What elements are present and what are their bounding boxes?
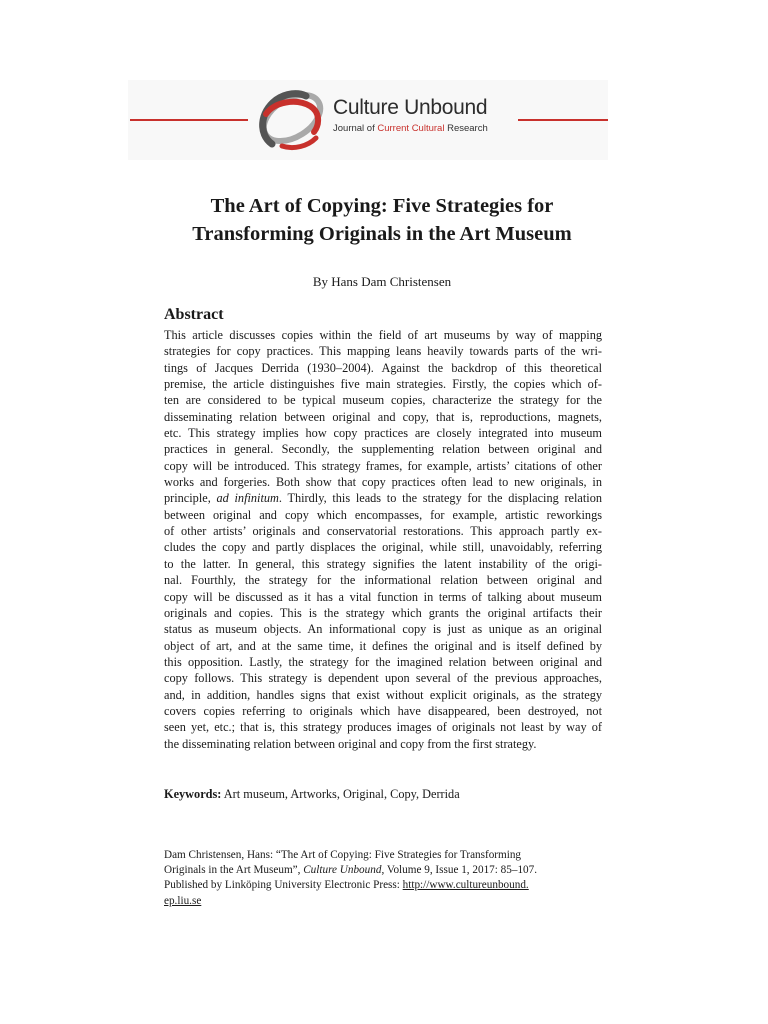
title-line: Transforming Originals in the Art Museum bbox=[192, 223, 572, 245]
abstract-line: object of art, and at the same time, it defines the original and is itself defined by bbox=[164, 638, 602, 653]
citation-line bbox=[164, 894, 604, 909]
abstract-line: copy will be introduced. This strategy frames, for example, artists’ citations of other bbox=[164, 458, 602, 473]
abstract-line: strategies for copy practices. This mapping leans heavily towards parts of the wri- bbox=[164, 344, 602, 359]
abstract-line: seen yet, etc.; that is, this strategy produces images of originals not least by way of bbox=[164, 720, 602, 735]
journal-url-link[interactable]: http://www.cultureunbound. bbox=[402, 879, 529, 892]
abstract-body bbox=[164, 327, 602, 752]
abstract-line: and, in addition, handles signs that exist without explicit originals, as the strategy bbox=[164, 687, 602, 702]
journal-name: Culture Unbound bbox=[333, 96, 488, 119]
abstract-line: the disseminating relation between original and copy from the first strategy. bbox=[164, 736, 537, 751]
abstract-line: covers copies referring to originals which have disappeared, been destroyed, not bbox=[164, 703, 602, 718]
keywords-value: Art museum, Artworks, Original, Copy, Derrida bbox=[221, 787, 460, 801]
abstract-line: This article discusses copies within the field of art museums by way of mapping bbox=[164, 328, 602, 342]
journal-url-link-continued[interactable]: ep.liu.se bbox=[164, 894, 202, 907]
keywords-label: Keywords: bbox=[164, 787, 222, 801]
abstract-line: principle, ad infinitum. Thirdly, this leads to the strategy for the displacing relation bbox=[164, 491, 603, 506]
abstract-line: works and forgeries. Both show that copy practices often lead to new originals, in bbox=[164, 475, 602, 490]
abstract-line: ten are considered to be typical museum copies, characterize the strategy for the bbox=[164, 393, 602, 408]
abstract-line: originals and copies. This is the strategy which grants the original artifacts their bbox=[164, 605, 602, 620]
citation-line: Published by Linköping University Electronic Press: http://www.cultureunbound. bbox=[164, 879, 529, 892]
header-rule-right bbox=[518, 119, 608, 121]
abstract-line: cludes the copy and partly displaces the original, while still, unavoidably, referring bbox=[164, 540, 602, 555]
journal-subtitle: Journal of Current Cultural Research bbox=[333, 123, 488, 134]
title-line: The Art of Copying: Five Strategies for bbox=[210, 195, 554, 217]
abstract-line: disseminating relation between original and copy, that is, reproductions, magnets, bbox=[164, 409, 602, 424]
abstract-line: practices in general. Secondly, the supplementing relation between original and bbox=[164, 442, 602, 457]
article-title bbox=[140, 192, 624, 248]
abstract-line: between original and copy which encompasses, for example, artistic reworkings bbox=[164, 507, 602, 522]
abstract-heading: Abstract bbox=[164, 306, 224, 323]
abstract-line: premise, the article distinguishes five main strategies. Firstly, the copies which of- bbox=[164, 377, 602, 392]
citation-line: Dam Christensen, Hans: “The Art of Copying: Five Strategies for Transforming bbox=[164, 849, 522, 861]
header-rule-left bbox=[130, 119, 248, 121]
abstract-line: status as museum objects. An informational copy is just as unique as an original bbox=[164, 622, 602, 637]
abstract-line: copy will be discussed as it has a vital function in terms of talking about museum bbox=[164, 589, 602, 604]
article-author: By Hans Dam Christensen bbox=[312, 274, 452, 289]
abstract-line: etc. This strategy implies how copy practices are closely integrated into museum bbox=[164, 426, 602, 441]
abstract-line: of other artists’ originals and conservatorial restorations. This approach partly ex- bbox=[164, 524, 602, 539]
journal-logo-icon bbox=[252, 84, 330, 158]
citation-block bbox=[164, 848, 604, 909]
abstract-line: nal. Fourthly, the strategy for the informational relation between original and bbox=[164, 573, 602, 588]
abstract-line: this opposition. Lastly, the strategy for the imagined relation between original and bbox=[164, 654, 602, 669]
keywords-line bbox=[164, 787, 460, 802]
abstract-line: to the latter. In general, this strategy signifies the latent instability of the origi- bbox=[164, 556, 602, 571]
journal-name-italic: Culture Unbound bbox=[303, 864, 382, 877]
abstract-line: tings of Jacques Derrida (1930–2004). Against the backdrop of this theoretical bbox=[164, 360, 602, 375]
citation-line: Originals in the Art Museum”, Culture Unbound, Volume 9, Issue 1, 2017: 85–107. bbox=[164, 864, 538, 877]
abstract-line: copy follows. This strategy is dependent upon several of the previous approaches, bbox=[164, 671, 602, 686]
ad-infinitum-italic: ad infinitum bbox=[216, 491, 279, 506]
